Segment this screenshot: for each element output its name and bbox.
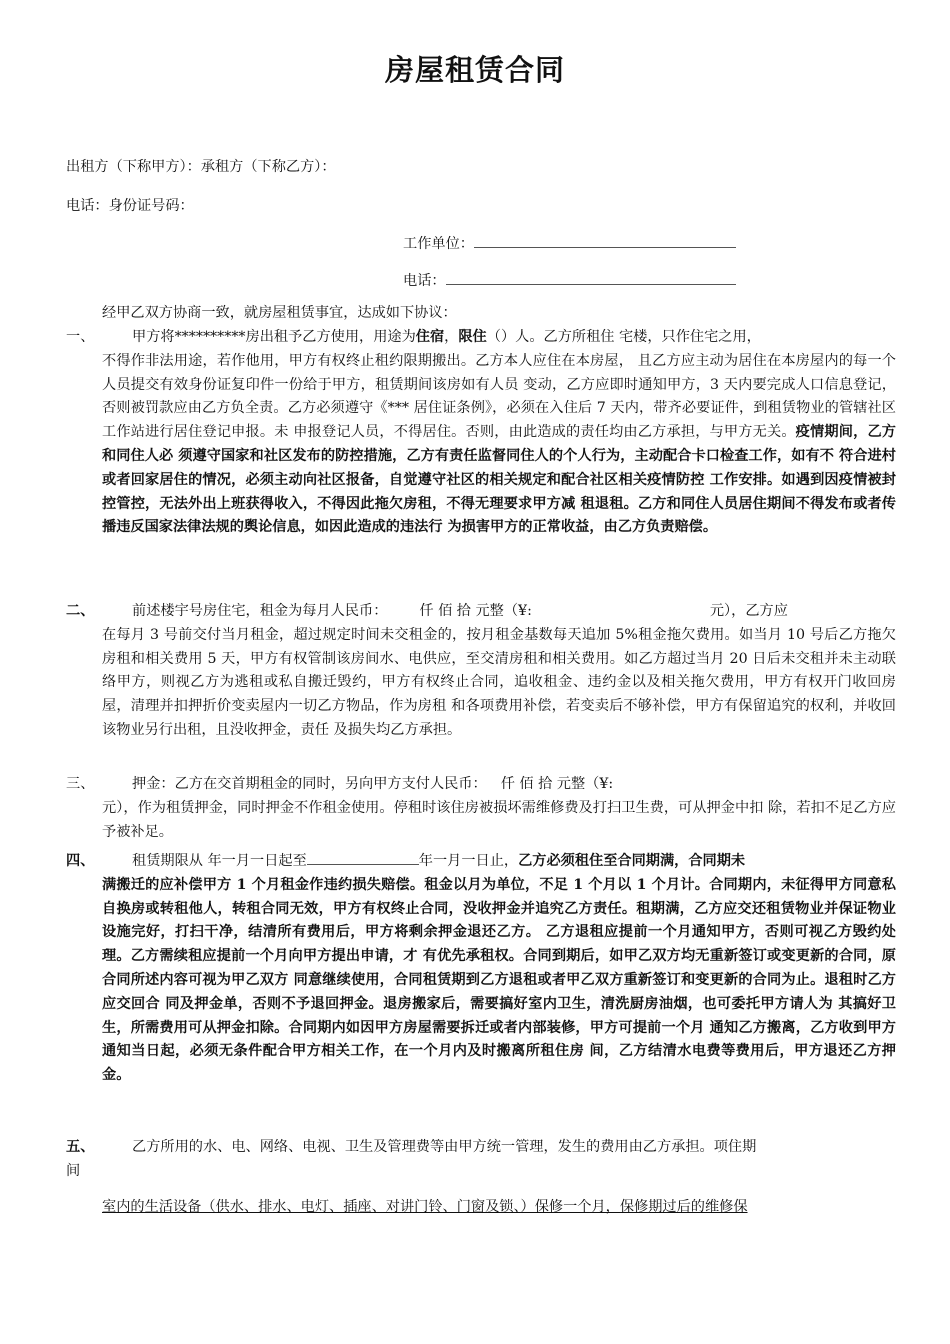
clause-5-second-line: 间 xyxy=(66,1162,81,1179)
clause-5-first-line: 乙方所用的水、电、网络、电视、卫生及管理费等由甲方统一管理，发生的费用由乙方承担。项住期 xyxy=(132,1139,757,1155)
clause-5 xyxy=(66,1136,896,1219)
clause-4-body: 满搬迁的应补偿甲方 1 个月租金作违约损失赔偿。租金以月为单位，不足 1 个月以 1 个月计。合同期内，未征得甲方同意私自换房或转租他人，转租合同无效，甲方有权终止合同，没收押金并追究乙方责任。租期满，乙方应交还租赁物业并保证物业设施完好，打扫干净，结清所有费用后，甲方将剩余押金退还乙方。 乙方退租应提前一个月通知甲方，否则可视乙方毁约处理。乙方需续租应提前一个月向甲方提出申请，才 有优先承租权。合同到期后，如甲乙双方均无重新签订或变更新的合同，原合同所述内容可视为甲乙双方 同意继续使用，合同租赁期到乙方退租或者甲乙双方重新签订和变更新的合同为止。退租时乙方应交回合 同及押金单，否则不予退回押金。退房搬家后，需要搞好室内卫生，清洗厨房油烟，也可委托甲方请人为 其搞好卫生，所需费用可从押金扣除。合同期内如因甲方房屋需要拆迁或者内部装修，甲方可提前一个月 通知乙方搬离，乙方收到甲方通知当日起，必须无条件配合甲方相关工作，在一个月内及时搬离所租住房 间，乙方结清水电费等费用后，甲方退还乙方押金。 xyxy=(102,876,896,1084)
clause-2-amount: 仟 佰 拾 元整（¥: xyxy=(419,603,532,619)
clause-2 xyxy=(66,600,896,743)
clause-1-text-c: （）人。乙方所租住 宅楼，只作住宅之用， xyxy=(486,329,761,345)
clause-1 xyxy=(66,326,896,540)
clause-1-text-a: 甲方将**********房出租予乙方使用，用途为 xyxy=(132,329,416,345)
work-unit-field xyxy=(403,233,736,253)
phone2-label: 电话： xyxy=(403,273,446,289)
clause-4-bold-a: 乙方必须租住至合同期满，合同期未 xyxy=(518,853,746,869)
clause-3-body: 元），作为租赁押金，同时押金不作租金使用。停租时该住房被损坏需维修费及打扫卫生费，可从押金中扣 除，若扣不足乙方应予被补足。 xyxy=(102,799,896,840)
clause-2-first-line xyxy=(66,600,896,624)
work-unit-blank xyxy=(474,233,736,248)
clause-2-text-a: 前述楼宇号房住宅，租金为每月人民币： xyxy=(132,603,388,619)
clause-2-number: 二、 xyxy=(66,603,95,619)
clause-1-epidemic-text: 疫情期间，乙方和同住人必 须遵守国家和社区发布的防控措施，乙方有责任监督同住人的个人行为，主动配合卡口检查工作，如有不 符合进村或者回家居住的情况，必须主动向社区报备，自觉遵守社区的相关规定和配合社区相关疫情防控 工作安排。如遇到因疫情被封控管控，无法外出上班获得收入，不得因此拖欠房租，不得无理要求甲方减 租退租。乙方和同住人员居住期间不得发布或者传播违反国家法律法规的舆论信息，如因此造成的违法行 为损害甲方的正常收益，由乙方负责赔偿。 xyxy=(102,424,896,536)
clause-4-text-b: 年一月一日止， xyxy=(418,853,519,869)
clause-3-number: 三、 xyxy=(66,776,95,792)
clause-1-body xyxy=(66,350,896,540)
clause-1-text-b: ， xyxy=(444,329,459,345)
clause-2-text-b: 元），乙方应 xyxy=(709,603,788,619)
clause-1-number: 一、 xyxy=(66,329,95,345)
phone2-field xyxy=(403,270,736,290)
clause-4-number: 四、 xyxy=(66,853,95,869)
clause-1-first-line xyxy=(66,326,896,350)
clause-1-use: 住宿 xyxy=(415,329,445,345)
phone-id-line: 电话：身份证号码： xyxy=(66,198,194,214)
document-title: 房屋租赁合同 xyxy=(384,53,565,87)
clause-2-body: 在每月 3 号前交付当月租金，超过规定时间未交租金的，按月租金基数每天追加 5%租金拖欠费用。如当月 10 号后乙方拖欠房租和相关费用 5 天，甲方有权管制该房间水、电供应，至交清房租和相关费用。如乙方超过当月 20 日后未交租并未主动联络甲方，则视乙方为逃租或私自搬迁毁约，甲方有权终止合同，追收租金、违约金以及相关拖欠费用，甲方有权开门收回房屋，清理并扣押折价变卖屋内一切乙方物品，作为房租 和各项费用补偿，若变卖后不够补偿，甲方有保留追究的权利，并收回该物业另行出租，且没收押金，责任 及损失均乙方承担。 xyxy=(102,626,896,738)
clause-3-amount: 仟 佰 拾 元整（¥: xyxy=(500,776,614,792)
clause-3-text-a: 押金：乙方在交首期租金的同时，另向甲方支付人民币： xyxy=(132,776,487,792)
clause-1-limit: 限住 xyxy=(458,329,487,345)
work-unit-label: 工作单位： xyxy=(403,236,474,252)
intro-text: 经甲乙双方协商一致，就房屋租赁事宜，达成如下协议： xyxy=(102,305,457,321)
clause-3 xyxy=(66,773,896,844)
clause-5-third-line: 室内的生活设备（供水、排水、电灯、插座、对讲门铃、门窗及锁、）保修一个月，保修期过后的维修保 xyxy=(102,1198,748,1215)
clause-1-body-text: 不得作非法用途，若作他用，甲方有权终止租约限期搬出。乙方本人应住在本房屋， 且乙方应主动为居住在本房屋内的每一个人员提交有效身份证复印件一份给于甲方，租赁期间该房如有人员 变动，乙方应即时通知甲方，3 天内要完成人口信息登记，否则被罚款应由乙方负全责。乙方必须遵守《*** 居住证条例》，必须在入住后 7 天内，带齐必要证件，到租赁物业的管辖社区工作站进行居住登记申报。未 申报登记人员，不得居住。否则，由此造成的责任均由乙方承担，与甲方无关。 xyxy=(102,352,896,441)
clause-4-first-line xyxy=(66,850,896,874)
phone2-blank xyxy=(446,270,736,285)
clause-4-text-a: 租赁期限从 年一月一日起至 xyxy=(132,853,307,869)
clause-4-blank xyxy=(307,850,419,865)
clause-4 xyxy=(66,850,896,1088)
parties-line: 出租方（下称甲方）：承租方（下称乙方）： xyxy=(66,159,336,175)
clause-5-number: 五、 xyxy=(66,1139,95,1155)
clause-3-first-line xyxy=(66,773,896,797)
